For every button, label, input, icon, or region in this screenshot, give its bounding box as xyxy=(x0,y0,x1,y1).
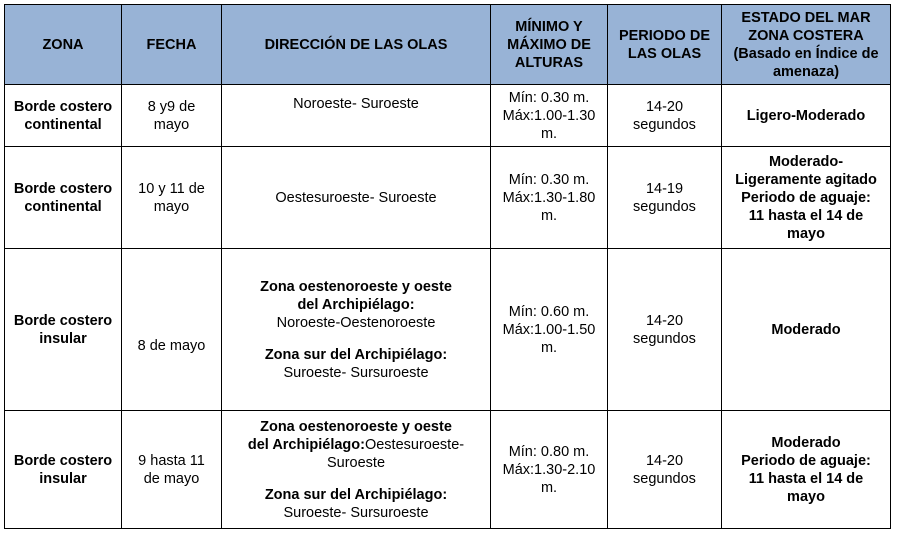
table-row xyxy=(5,147,891,249)
zona-line: insular xyxy=(39,470,87,487)
cell-alturas xyxy=(491,147,608,249)
header-estado-line: (Basado en Índice de xyxy=(733,45,879,62)
fecha-line: 8 y9 de xyxy=(147,98,196,115)
direccion-zone-title: Zona sur del Archipiélago: xyxy=(264,486,448,503)
direccion-spacer xyxy=(225,332,487,346)
fecha-line: mayo xyxy=(153,116,190,133)
header-periodo-line: LAS OLAS xyxy=(627,45,702,62)
estado-line: Periodo de aguaje: xyxy=(741,189,871,206)
header-periodo-line: PERIODO DE xyxy=(618,27,711,44)
estado-line: Ligero-Moderado xyxy=(746,107,866,124)
direccion-zone-title: del Archipiélago: xyxy=(247,436,365,453)
cell-periodo xyxy=(608,249,722,411)
alturas-line: Máx:1.30-1.80 xyxy=(502,189,596,206)
cell-alturas xyxy=(491,85,608,147)
periodo-line: 14-20 xyxy=(645,312,684,329)
direccion-value: Noroeste- Suroeste xyxy=(293,96,419,112)
cell-estado xyxy=(722,147,891,249)
alturas-line: Mín: 0.30 m. xyxy=(508,89,590,106)
zona-line: Borde costero xyxy=(13,312,113,329)
cell-fecha xyxy=(122,85,222,147)
direccion-value: Oestesuroeste- xyxy=(364,436,465,453)
cell-direccion xyxy=(222,249,491,411)
direccion-value: Noroeste-Oestenoroeste xyxy=(276,314,436,331)
alturas-line: Mín: 0.60 m. xyxy=(508,303,590,320)
cell-direccion xyxy=(222,147,491,249)
cell-estado xyxy=(722,249,891,411)
cell-periodo xyxy=(608,411,722,529)
alturas-line: Máx:1.00-1.30 xyxy=(502,107,596,124)
periodo-line: segundos xyxy=(633,116,696,133)
estado-line: Moderado xyxy=(771,434,841,451)
header-alturas xyxy=(491,5,608,85)
alturas-line: m. xyxy=(540,479,558,496)
fecha-line: 10 y 11 de xyxy=(138,180,205,197)
table-row xyxy=(5,249,891,411)
cell-zona xyxy=(5,147,122,249)
table-row xyxy=(5,411,891,529)
direccion-value: Suroeste- Sursuroeste xyxy=(283,504,429,521)
periodo-line: 14-19 xyxy=(645,180,684,197)
estado-line: Periodo de aguaje: xyxy=(741,452,871,469)
alturas-line: m. xyxy=(540,125,558,142)
cell-direccion xyxy=(222,411,491,529)
direccion-zone-title: del Archipiélago: xyxy=(297,296,415,313)
table-row xyxy=(5,85,891,147)
zona-line: continental xyxy=(24,198,102,215)
zona-line: Borde costero xyxy=(13,452,113,469)
cell-estado xyxy=(722,411,891,529)
cell-fecha xyxy=(122,249,222,411)
direccion-zone-title: Zona oestenoroeste y oeste xyxy=(260,418,452,435)
cell-periodo xyxy=(608,147,722,249)
estado-line: Ligeramente agitado xyxy=(735,171,877,188)
periodo-line: segundos xyxy=(633,330,696,347)
periodo-line: segundos xyxy=(633,470,696,487)
header-alturas-line: MÁXIMO DE xyxy=(507,36,591,53)
cell-zona xyxy=(5,249,122,411)
zona-line: Borde costero xyxy=(13,98,113,115)
direccion-zone-line xyxy=(225,436,487,454)
alturas-line: Mín: 0.30 m. xyxy=(508,171,590,188)
alturas-line: Máx:1.30-2.10 xyxy=(502,461,596,478)
cell-direccion xyxy=(222,85,491,147)
estado-line: mayo xyxy=(787,225,825,242)
header-periodo xyxy=(608,5,722,85)
periodo-line: segundos xyxy=(633,198,696,215)
zona-line: continental xyxy=(24,116,102,133)
header-alturas-line: MÍNIMO Y xyxy=(515,18,583,35)
direccion-spacer xyxy=(225,472,487,486)
fecha-line: 8 de mayo xyxy=(137,338,206,354)
zona-line: Borde costero xyxy=(13,180,113,197)
alturas-line: Máx:1.00-1.50 xyxy=(502,321,596,338)
estado-line: 11 hasta el 14 de xyxy=(748,470,864,487)
fecha-line: 9 hasta 11 xyxy=(138,452,205,469)
fecha-line: de mayo xyxy=(143,470,200,487)
header-estado xyxy=(722,5,891,85)
alturas-line: m. xyxy=(540,339,558,356)
estado-line: mayo xyxy=(787,488,825,505)
cell-zona xyxy=(5,411,122,529)
zona-line: insular xyxy=(39,330,87,347)
alturas-line: m. xyxy=(540,207,558,224)
cell-alturas xyxy=(491,249,608,411)
periodo-line: 14-20 xyxy=(645,452,684,469)
cell-estado xyxy=(722,85,891,147)
direccion-value: Oestesuroeste- Suroeste xyxy=(275,189,437,206)
estado-line: Moderado- xyxy=(768,153,844,170)
header-direccion: DIRECCIÓN DE LAS OLAS xyxy=(222,5,491,85)
cell-alturas xyxy=(491,411,608,529)
header-alturas-line: ALTURAS xyxy=(514,54,584,71)
estado-line: 11 hasta el 14 de xyxy=(748,207,864,224)
cell-fecha xyxy=(122,411,222,529)
periodo-line: 14-20 xyxy=(645,98,684,115)
wave-forecast-table xyxy=(4,4,891,529)
alturas-line: Mín: 0.80 m. xyxy=(508,443,590,460)
header-estado-line: ZONA COSTERA xyxy=(748,27,864,44)
direccion-zone-title: Zona sur del Archipiélago: xyxy=(264,346,448,363)
header-estado-line: ESTADO DEL MAR xyxy=(741,9,871,26)
estado-line: Moderado xyxy=(771,321,841,338)
header-row xyxy=(5,5,891,85)
cell-fecha xyxy=(122,147,222,249)
header-zona: ZONA xyxy=(5,5,122,85)
direccion-value: Suroeste- Sursuroeste xyxy=(283,364,429,381)
fecha-line: mayo xyxy=(153,198,190,215)
header-fecha: FECHA xyxy=(122,5,222,85)
header-estado-line: amenaza) xyxy=(772,63,840,80)
direccion-value: Suroeste xyxy=(326,454,386,471)
direccion-zone-title: Zona oestenoroeste y oeste xyxy=(260,278,452,295)
cell-zona xyxy=(5,85,122,147)
cell-periodo xyxy=(608,85,722,147)
